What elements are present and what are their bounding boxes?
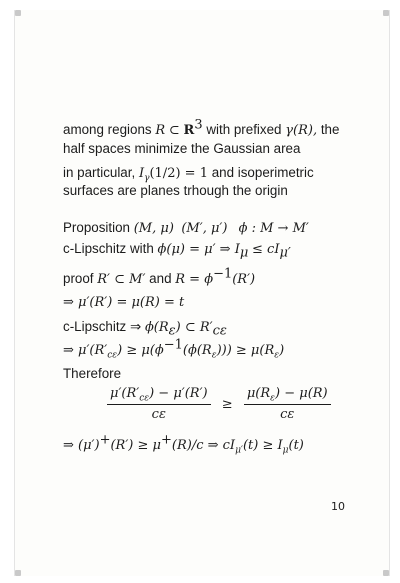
page-number: 10 [331, 500, 345, 513]
proof-line: proof R′ ⊂ M′ and $R = \phi^{-1}(R')$ [63, 266, 256, 287]
text-line: in particular, $I_\gamma(1/2) = 1$ and isoperimetric [63, 165, 314, 184]
page-corner [15, 10, 21, 16]
therefore-label: Therefore [63, 366, 122, 381]
page-corner [383, 570, 389, 576]
page-corner [15, 570, 21, 576]
text-line: c-Lipschitz with ϕ(μ) = μ′ ⇒ $I_\mu \le cI_{\mu'}$ [63, 241, 291, 261]
math-line: c-Lipschitz ⇒ $\phi(R_\varepsilon)$ ⊂ $R'_{c\varepsilon}$ [63, 319, 227, 339]
math-line: ⇒ (μ′)+(R′) ≥ μ+(R)/c ⇒ $cI_{\mu'}(t) \ge I_\mu(t)$ [63, 432, 304, 456]
fraction-inequality: $\frac{\mu'(R'_{c\varepsilon}) - \mu'(R')}{c\varepsilon}$ ≥ $\frac{\mu(R_\varepsilon) - \mu(R)}{c\varepsilon}$ [107, 386, 331, 423]
fraction-left: $\frac{\mu'(R'_{c\varepsilon}) - \mu'(R')}{c\varepsilon}$ [107, 386, 211, 423]
math-line: ⇒ $\mu'(R'_{c\varepsilon}) \ge \mu(\phi^{-1}(\phi(R_\varepsilon))) \ge \mu(R_\varepsilon)$ [63, 337, 285, 361]
text-line: surfaces are planes trhough the origin [63, 183, 288, 198]
math-line: ⇒ μ′(R′) = μ(R) = t [63, 295, 185, 310]
text-line: half spaces minimize the Gaussian area [63, 141, 301, 156]
page-corner [383, 10, 389, 16]
text-line: among regions R ⊂ $R^3$ with prefixed γ(R), the [63, 117, 340, 138]
document-page [14, 10, 390, 576]
fraction-right: $\frac{\mu(R_\varepsilon) - \mu(R)}{c\varepsilon}$ [244, 386, 331, 423]
proposition-line: Proposition (M, μ) (M′, μ′) ϕ : M → M′ [63, 220, 309, 236]
